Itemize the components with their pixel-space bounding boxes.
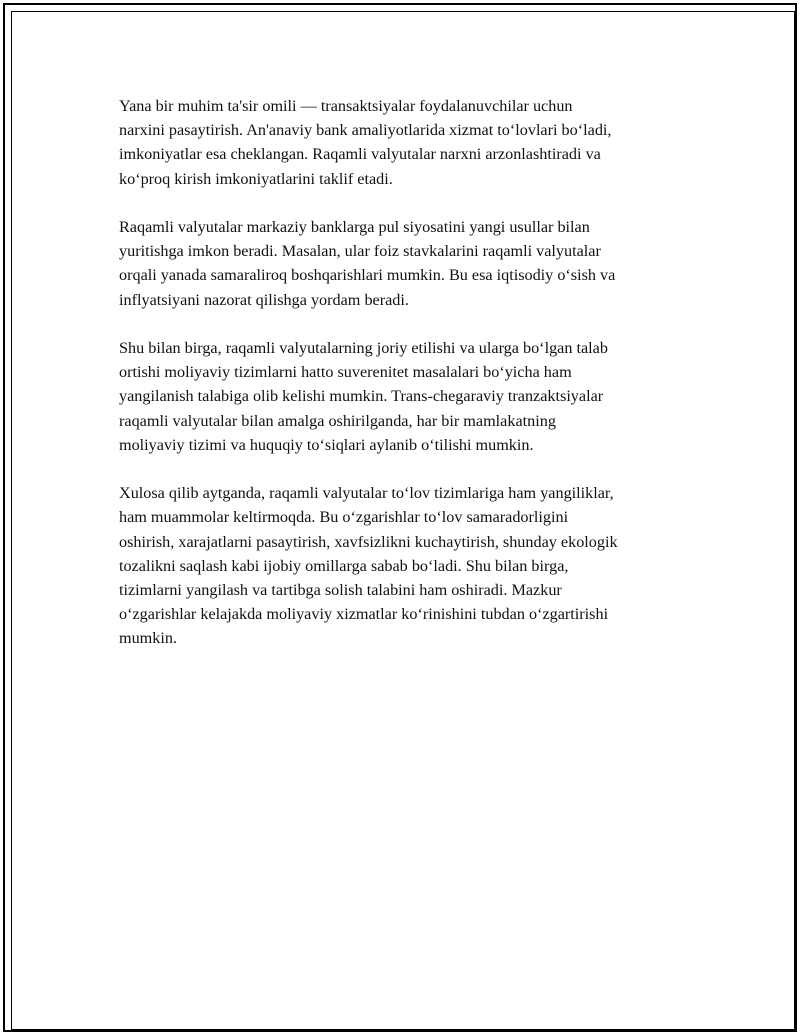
paragraph-sovereignty	[119, 336, 689, 457]
text-line: moliyaviy tizimi va huquqiy to‘siqlari aylanib o‘tilishi mumkin.	[119, 435, 534, 454]
text-line: ham muammolar keltirmoqda. Bu o‘zgarishlar to‘lov samaradorligini	[119, 508, 569, 527]
text-line: inflyatsiyani nazorat qilishga yordam beradi.	[119, 290, 409, 309]
text-line: Xulosa qilib aytganda, raqamli valyutalar to‘lov tizimlariga ham yangiliklar,	[119, 484, 614, 503]
text-line: Shu bilan birga, raqamli valyutalarning joriy etilishi va ularga bo‘lgan talab	[119, 339, 608, 357]
text-line: imkoniyatlar esa cheklangan. Raqamli valyutalar narxni arzonlashtiradi va	[119, 145, 601, 164]
paragraph-transaction-costs	[119, 94, 689, 191]
text-line: ortishi moliyaviy tizimlarni hatto suverenitet masalalari bo‘yicha ham	[119, 363, 572, 382]
text-line: oshirish, xarajatlarni pasaytirish, xavfsizlikni kuchaytirish, shunday ekologik	[119, 532, 618, 551]
text-line: Raqamli valyutalar markaziy banklarga pul siyosatini yangi usullar bilan	[119, 218, 590, 236]
paragraph-monetary-policy	[119, 215, 689, 312]
text-line: yuritishga imkon beradi. Masalan, ular foiz stavkalarini raqamli valyutalar	[119, 242, 601, 261]
text-line: mumkin.	[119, 629, 178, 648]
text-line: tozalikni saqlash kabi ijobiy omillarga sabab bo‘ladi. Shu bilan birga,	[119, 556, 569, 575]
text-line: ko‘proq kirish imkoniyatlarini taklif etadi.	[119, 169, 393, 188]
document-body	[119, 94, 689, 675]
text-line: tizimlarni yangilash va tartibga solish talabini ham oshiradi. Mazkur	[119, 581, 562, 600]
text-line: narxini pasaytirish. An'anaviy bank amaliyotlarida xizmat to‘lovlari bo‘ladi,	[119, 121, 612, 140]
text-line: raqamli valyutalar bilan amalga oshirilganda, har bir mamlakatning	[119, 411, 556, 430]
paragraph-conclusion	[119, 481, 689, 650]
text-line: o‘zgarishlar kelajakda moliyaviy xizmatlar ko‘rinishini tubdan o‘zgartirishi	[119, 605, 609, 624]
text-line: Yana bir muhim ta'sir omili — transaktsiyalar foydalanuvchilar uchun	[119, 97, 573, 115]
text-line: yangilanish talabiga olib kelishi mumkin. Trans-chegaraviy tranzaktsiyalar	[119, 387, 604, 406]
text-line: orqali yanada samaraliroq boshqarishlari mumkin. Bu esa iqtisodiy o‘sish va	[119, 266, 616, 285]
